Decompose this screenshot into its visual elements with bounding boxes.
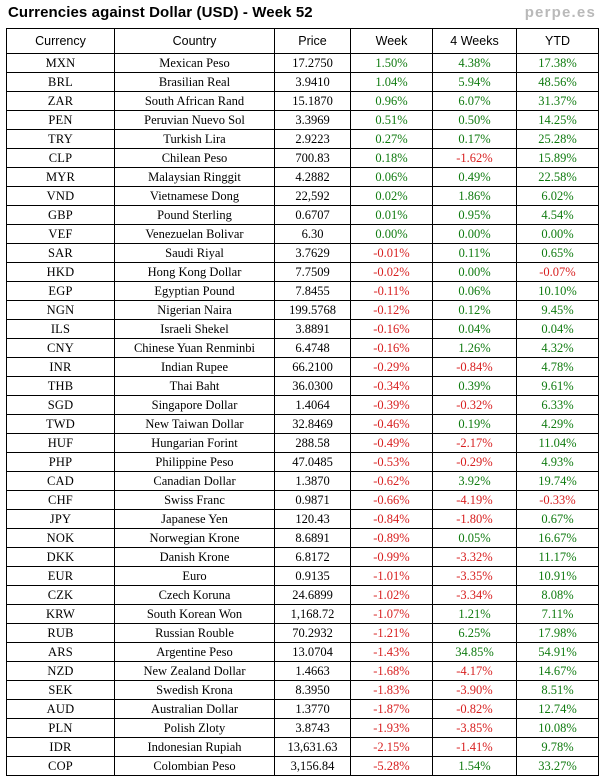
cell-change-week: -1.93% <box>351 719 433 738</box>
cell-currency-code: NGN <box>7 301 115 320</box>
cell-change-4weeks: 5.94% <box>433 73 517 92</box>
cell-country-name: Philippine Peso <box>115 453 275 472</box>
cell-change-week: -0.16% <box>351 320 433 339</box>
table-row <box>7 662 599 681</box>
table-row <box>7 225 599 244</box>
cell-change-4weeks: 3.92% <box>433 472 517 491</box>
cell-country-name: New Taiwan Dollar <box>115 415 275 434</box>
cell-change-week: -0.12% <box>351 301 433 320</box>
cell-change-4weeks: 1.26% <box>433 339 517 358</box>
cell-country-name: Russian Rouble <box>115 624 275 643</box>
cell-change-ytd: 11.04% <box>517 434 599 453</box>
cell-country-name: Singapore Dollar <box>115 396 275 415</box>
cell-price: 0.9135 <box>275 567 351 586</box>
cell-change-4weeks: 1.54% <box>433 757 517 776</box>
cell-change-ytd: 7.11% <box>517 605 599 624</box>
cell-change-ytd: 10.91% <box>517 567 599 586</box>
cell-change-4weeks: -0.82% <box>433 700 517 719</box>
cell-change-week: -2.15% <box>351 738 433 757</box>
cell-price: 66.2100 <box>275 358 351 377</box>
cell-change-4weeks: 4.38% <box>433 54 517 73</box>
cell-price: 0.9871 <box>275 491 351 510</box>
cell-currency-code: SGD <box>7 396 115 415</box>
cell-currency-code: PLN <box>7 719 115 738</box>
cell-price: 1.4663 <box>275 662 351 681</box>
cell-change-ytd: 31.37% <box>517 92 599 111</box>
cell-change-week: 1.50% <box>351 54 433 73</box>
table-row <box>7 149 599 168</box>
cell-price: 47.0485 <box>275 453 351 472</box>
cell-price: 3.8891 <box>275 320 351 339</box>
cell-country-name: Swiss Franc <box>115 491 275 510</box>
cell-change-4weeks: 1.86% <box>433 187 517 206</box>
cell-country-name: Czech Koruna <box>115 586 275 605</box>
cell-change-4weeks: 6.25% <box>433 624 517 643</box>
cell-change-week: -5.28% <box>351 757 433 776</box>
table-row <box>7 130 599 149</box>
column-header-ytd: YTD <box>517 29 599 54</box>
cell-change-ytd: 48.56% <box>517 73 599 92</box>
cell-change-ytd: 22.58% <box>517 168 599 187</box>
cell-price: 3.8743 <box>275 719 351 738</box>
cell-change-ytd: 25.28% <box>517 130 599 149</box>
cell-change-4weeks: 0.00% <box>433 263 517 282</box>
cell-price: 199.5768 <box>275 301 351 320</box>
cell-currency-code: TRY <box>7 130 115 149</box>
cell-currency-code: ZAR <box>7 92 115 111</box>
cell-change-4weeks: 6.07% <box>433 92 517 111</box>
cell-change-4weeks: 0.95% <box>433 206 517 225</box>
cell-country-name: Australian Dollar <box>115 700 275 719</box>
cell-price: 2.9223 <box>275 130 351 149</box>
cell-currency-code: COP <box>7 757 115 776</box>
cell-price: 22,592 <box>275 187 351 206</box>
cell-change-week: 1.04% <box>351 73 433 92</box>
cell-currency-code: BRL <box>7 73 115 92</box>
cell-country-name: Pound Sterling <box>115 206 275 225</box>
cell-change-ytd: 4.93% <box>517 453 599 472</box>
cell-price: 6.8172 <box>275 548 351 567</box>
cell-change-ytd: 19.74% <box>517 472 599 491</box>
cell-currency-code: PEN <box>7 111 115 130</box>
cell-currency-code: INR <box>7 358 115 377</box>
cell-change-week: -0.49% <box>351 434 433 453</box>
cell-change-week: -1.87% <box>351 700 433 719</box>
table-row <box>7 453 599 472</box>
table-row <box>7 244 599 263</box>
cell-country-name: Japanese Yen <box>115 510 275 529</box>
cell-change-ytd: 9.61% <box>517 377 599 396</box>
table-header-row <box>7 29 599 54</box>
table-row <box>7 624 599 643</box>
cell-change-4weeks: 0.04% <box>433 320 517 339</box>
cell-change-ytd: 9.78% <box>517 738 599 757</box>
cell-change-week: -0.29% <box>351 358 433 377</box>
cell-change-4weeks: 0.11% <box>433 244 517 263</box>
cell-change-week: 0.00% <box>351 225 433 244</box>
cell-change-4weeks: 0.49% <box>433 168 517 187</box>
table-row <box>7 415 599 434</box>
table-row <box>7 168 599 187</box>
cell-price: 8.6891 <box>275 529 351 548</box>
cell-change-4weeks: -0.32% <box>433 396 517 415</box>
cell-price: 32.8469 <box>275 415 351 434</box>
cell-change-week: 0.01% <box>351 206 433 225</box>
cell-change-4weeks: -1.80% <box>433 510 517 529</box>
cell-currency-code: KRW <box>7 605 115 624</box>
cell-change-4weeks: -3.85% <box>433 719 517 738</box>
cell-change-week: 0.02% <box>351 187 433 206</box>
cell-currency-code: CNY <box>7 339 115 358</box>
cell-country-name: Brasilian Real <box>115 73 275 92</box>
cell-price: 0.6707 <box>275 206 351 225</box>
cell-change-week: -0.34% <box>351 377 433 396</box>
cell-country-name: Peruvian Nuevo Sol <box>115 111 275 130</box>
cell-price: 70.2932 <box>275 624 351 643</box>
cell-change-ytd: 10.08% <box>517 719 599 738</box>
cell-change-4weeks: -1.41% <box>433 738 517 757</box>
cell-change-ytd: 12.74% <box>517 700 599 719</box>
cell-change-week: -1.02% <box>351 586 433 605</box>
cell-price: 17.2750 <box>275 54 351 73</box>
table-row <box>7 643 599 662</box>
cell-price: 13.0704 <box>275 643 351 662</box>
cell-currency-code: TWD <box>7 415 115 434</box>
cell-change-ytd: 4.78% <box>517 358 599 377</box>
cell-country-name: Indonesian Rupiah <box>115 738 275 757</box>
cell-currency-code: MYR <box>7 168 115 187</box>
cell-change-ytd: 14.67% <box>517 662 599 681</box>
table-row <box>7 719 599 738</box>
cell-change-4weeks: 1.21% <box>433 605 517 624</box>
cell-price: 36.0300 <box>275 377 351 396</box>
cell-change-ytd: 11.17% <box>517 548 599 567</box>
cell-country-name: New Zealand Dollar <box>115 662 275 681</box>
cell-currency-code: AUD <box>7 700 115 719</box>
cell-change-4weeks: 0.39% <box>433 377 517 396</box>
cell-price: 3.9410 <box>275 73 351 92</box>
cell-change-ytd: 17.98% <box>517 624 599 643</box>
cell-change-ytd: 4.29% <box>517 415 599 434</box>
cell-change-ytd: -0.07% <box>517 263 599 282</box>
cell-country-name: Euro <box>115 567 275 586</box>
cell-change-4weeks: -3.35% <box>433 567 517 586</box>
table-row <box>7 320 599 339</box>
cell-country-name: Vietnamese Dong <box>115 187 275 206</box>
table-row <box>7 282 599 301</box>
cell-change-week: -1.68% <box>351 662 433 681</box>
cell-currency-code: SEK <box>7 681 115 700</box>
cell-price: 4.2882 <box>275 168 351 187</box>
cell-change-week: -1.21% <box>351 624 433 643</box>
cell-price: 3.7629 <box>275 244 351 263</box>
table-row <box>7 358 599 377</box>
cell-country-name: Malaysian Ringgit <box>115 168 275 187</box>
cell-change-ytd: 0.65% <box>517 244 599 263</box>
table-row <box>7 586 599 605</box>
cell-change-week: -0.46% <box>351 415 433 434</box>
table-row <box>7 263 599 282</box>
cell-price: 288.58 <box>275 434 351 453</box>
cell-change-4weeks: -2.17% <box>433 434 517 453</box>
cell-change-week: -0.16% <box>351 339 433 358</box>
cell-change-ytd: 9.45% <box>517 301 599 320</box>
cell-change-week: 0.27% <box>351 130 433 149</box>
table-row <box>7 206 599 225</box>
table-row <box>7 510 599 529</box>
cell-country-name: Polish Zloty <box>115 719 275 738</box>
cell-change-week: -0.11% <box>351 282 433 301</box>
cell-price: 3,156.84 <box>275 757 351 776</box>
column-header-week: Week <box>351 29 433 54</box>
cell-country-name: Canadian Dollar <box>115 472 275 491</box>
table-row <box>7 605 599 624</box>
cell-change-ytd: 6.02% <box>517 187 599 206</box>
cell-currency-code: CLP <box>7 149 115 168</box>
cell-change-ytd: 8.08% <box>517 586 599 605</box>
cell-change-4weeks: 0.17% <box>433 130 517 149</box>
cell-change-ytd: 10.10% <box>517 282 599 301</box>
cell-country-name: Swedish Krona <box>115 681 275 700</box>
cell-change-ytd: 16.67% <box>517 529 599 548</box>
table-row <box>7 529 599 548</box>
cell-price: 1.3770 <box>275 700 351 719</box>
cell-change-ytd: 4.54% <box>517 206 599 225</box>
cell-country-name: Indian Rupee <box>115 358 275 377</box>
cell-change-ytd: -0.33% <box>517 491 599 510</box>
cell-country-name: Norwegian Krone <box>115 529 275 548</box>
cell-change-week: -0.39% <box>351 396 433 415</box>
cell-change-ytd: 33.27% <box>517 757 599 776</box>
table-row <box>7 73 599 92</box>
cell-change-4weeks: 34.85% <box>433 643 517 662</box>
cell-price: 1.4064 <box>275 396 351 415</box>
table-row <box>7 396 599 415</box>
cell-country-name: Chilean Peso <box>115 149 275 168</box>
cell-price: 24.6899 <box>275 586 351 605</box>
cell-change-week: -0.84% <box>351 510 433 529</box>
table-row <box>7 339 599 358</box>
table-row <box>7 111 599 130</box>
cell-country-name: Thai Baht <box>115 377 275 396</box>
table-row <box>7 548 599 567</box>
cell-change-week: -1.07% <box>351 605 433 624</box>
cell-change-ytd: 0.67% <box>517 510 599 529</box>
cell-currency-code: THB <box>7 377 115 396</box>
cell-change-ytd: 0.00% <box>517 225 599 244</box>
table-row <box>7 472 599 491</box>
cell-country-name: South African Rand <box>115 92 275 111</box>
cell-change-week: -1.01% <box>351 567 433 586</box>
cell-country-name: Argentine Peso <box>115 643 275 662</box>
cell-price: 7.8455 <box>275 282 351 301</box>
table-row <box>7 681 599 700</box>
cell-country-name: Colombian Peso <box>115 757 275 776</box>
cell-change-4weeks: -0.84% <box>433 358 517 377</box>
cell-price: 15.1870 <box>275 92 351 111</box>
cell-change-week: -0.01% <box>351 244 433 263</box>
cell-country-name: Saudi Riyal <box>115 244 275 263</box>
currencies-table <box>6 28 599 776</box>
cell-price: 6.4748 <box>275 339 351 358</box>
cell-change-week: 0.18% <box>351 149 433 168</box>
cell-price: 6.30 <box>275 225 351 244</box>
cell-currency-code: IDR <box>7 738 115 757</box>
cell-change-ytd: 15.89% <box>517 149 599 168</box>
cell-currency-code: CZK <box>7 586 115 605</box>
column-header-currency: Currency <box>7 29 115 54</box>
cell-price: 8.3950 <box>275 681 351 700</box>
cell-currency-code: HUF <box>7 434 115 453</box>
cell-country-name: Chinese Yuan Renminbi <box>115 339 275 358</box>
cell-country-name: Nigerian Naira <box>115 301 275 320</box>
cell-currency-code: EUR <box>7 567 115 586</box>
cell-currency-code: ARS <box>7 643 115 662</box>
cell-currency-code: ILS <box>7 320 115 339</box>
cell-currency-code: PHP <box>7 453 115 472</box>
cell-currency-code: CHF <box>7 491 115 510</box>
table-row <box>7 301 599 320</box>
cell-currency-code: JPY <box>7 510 115 529</box>
cell-currency-code: RUB <box>7 624 115 643</box>
cell-currency-code: VEF <box>7 225 115 244</box>
table-row <box>7 738 599 757</box>
cell-country-name: Mexican Peso <box>115 54 275 73</box>
cell-currency-code: DKK <box>7 548 115 567</box>
cell-change-4weeks: 0.05% <box>433 529 517 548</box>
cell-price: 1.3870 <box>275 472 351 491</box>
cell-change-week: -0.62% <box>351 472 433 491</box>
page-title: Currencies against Dollar (USD) - Week 52 <box>8 4 313 21</box>
cell-change-ytd: 17.38% <box>517 54 599 73</box>
table-row <box>7 187 599 206</box>
cell-change-week: 0.51% <box>351 111 433 130</box>
cell-change-week: 0.06% <box>351 168 433 187</box>
cell-change-week: -0.89% <box>351 529 433 548</box>
cell-change-4weeks: -3.90% <box>433 681 517 700</box>
table-row <box>7 757 599 776</box>
cell-change-4weeks: -0.29% <box>433 453 517 472</box>
cell-currency-code: SAR <box>7 244 115 263</box>
cell-change-ytd: 8.51% <box>517 681 599 700</box>
cell-country-name: Egyptian Pound <box>115 282 275 301</box>
cell-country-name: Turkish Lira <box>115 130 275 149</box>
cell-change-4weeks: -3.34% <box>433 586 517 605</box>
cell-change-4weeks: 0.50% <box>433 111 517 130</box>
cell-change-week: 0.96% <box>351 92 433 111</box>
cell-price: 7.7509 <box>275 263 351 282</box>
cell-currency-code: CAD <box>7 472 115 491</box>
cell-change-4weeks: 0.19% <box>433 415 517 434</box>
cell-change-4weeks: 0.00% <box>433 225 517 244</box>
cell-price: 13,631.63 <box>275 738 351 757</box>
cell-change-4weeks: -4.19% <box>433 491 517 510</box>
table-row <box>7 491 599 510</box>
cell-price: 1,168.72 <box>275 605 351 624</box>
cell-change-week: -0.66% <box>351 491 433 510</box>
cell-change-week: -1.83% <box>351 681 433 700</box>
cell-change-4weeks: -1.62% <box>433 149 517 168</box>
cell-country-name: Hong Kong Dollar <box>115 263 275 282</box>
cell-change-4weeks: 0.06% <box>433 282 517 301</box>
column-header-price: Price <box>275 29 351 54</box>
cell-currency-code: EGP <box>7 282 115 301</box>
cell-currency-code: MXN <box>7 54 115 73</box>
column-header-4weeks: 4 Weeks <box>433 29 517 54</box>
cell-change-week: -0.99% <box>351 548 433 567</box>
cell-country-name: Venezuelan Bolivar <box>115 225 275 244</box>
cell-currency-code: VND <box>7 187 115 206</box>
cell-price: 120.43 <box>275 510 351 529</box>
table-row <box>7 434 599 453</box>
brand-watermark: perpe.es <box>524 4 596 21</box>
cell-currency-code: HKD <box>7 263 115 282</box>
cell-country-name: Israeli Shekel <box>115 320 275 339</box>
cell-change-ytd: 14.25% <box>517 111 599 130</box>
cell-change-ytd: 54.91% <box>517 643 599 662</box>
cell-change-week: -0.53% <box>351 453 433 472</box>
cell-currency-code: GBP <box>7 206 115 225</box>
cell-currency-code: NOK <box>7 529 115 548</box>
table-row <box>7 92 599 111</box>
table-row <box>7 567 599 586</box>
cell-change-4weeks: 0.12% <box>433 301 517 320</box>
cell-change-4weeks: -3.32% <box>433 548 517 567</box>
cell-price: 3.3969 <box>275 111 351 130</box>
table-row <box>7 377 599 396</box>
table-body <box>7 54 599 776</box>
cell-country-name: Danish Krone <box>115 548 275 567</box>
cell-change-ytd: 0.04% <box>517 320 599 339</box>
cell-change-ytd: 6.33% <box>517 396 599 415</box>
cell-price: 700.83 <box>275 149 351 168</box>
cell-country-name: South Korean Won <box>115 605 275 624</box>
cell-change-4weeks: -4.17% <box>433 662 517 681</box>
cell-change-ytd: 4.32% <box>517 339 599 358</box>
cell-change-week: -1.43% <box>351 643 433 662</box>
cell-currency-code: NZD <box>7 662 115 681</box>
cell-country-name: Hungarian Forint <box>115 434 275 453</box>
column-header-country: Country <box>115 29 275 54</box>
table-row <box>7 54 599 73</box>
cell-change-week: -0.02% <box>351 263 433 282</box>
page-header <box>0 0 604 26</box>
